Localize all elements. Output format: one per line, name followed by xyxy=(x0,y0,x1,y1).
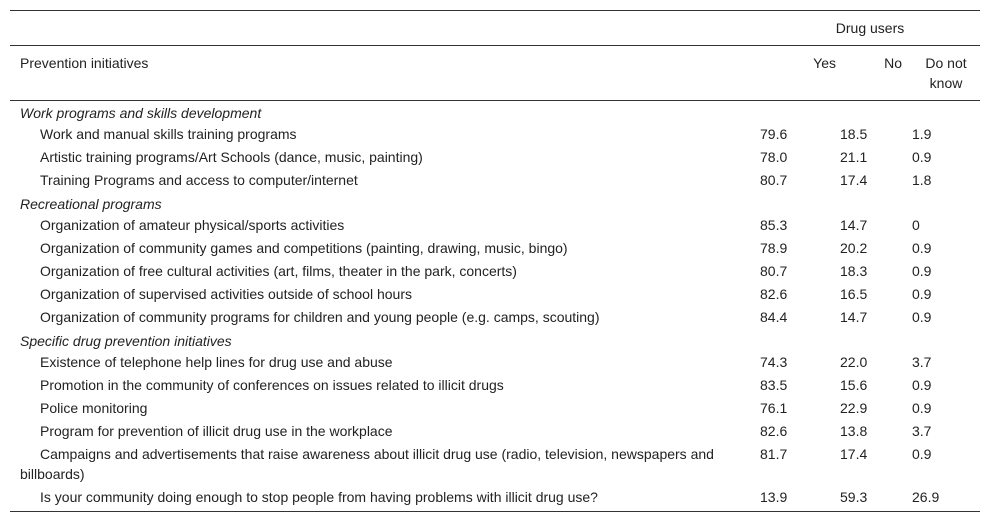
section-title: Recreational programs xyxy=(20,196,162,212)
cell-do-not-know: 0.9 xyxy=(912,286,932,302)
cell-do-not-know: 0.9 xyxy=(912,263,932,279)
cell-no: 17.4 xyxy=(840,446,868,462)
cell-yes: 80.7 xyxy=(760,263,788,279)
group-header-drug-users: Drug users xyxy=(760,11,980,46)
cell-yes: 79.6 xyxy=(760,126,788,142)
table-row xyxy=(10,420,980,443)
column-header-do-not-know-line2: know xyxy=(929,75,963,91)
cell-no: 16.5 xyxy=(840,286,868,302)
table-row xyxy=(10,214,980,237)
cell-no: 14.7 xyxy=(840,217,868,233)
row-label: Organization of community games and competitions (painting, drawing, music, bingo) xyxy=(40,240,568,256)
cell-no: 15.6 xyxy=(840,377,868,393)
column-header-do-not-know xyxy=(912,46,980,101)
cell-no: 13.8 xyxy=(840,423,868,439)
section-title: Work programs and skills development xyxy=(20,105,262,121)
cell-yes: 85.3 xyxy=(760,217,788,233)
cell-yes: 84.4 xyxy=(760,309,788,325)
cell-no: 18.5 xyxy=(840,126,868,142)
section-header xyxy=(10,101,980,124)
table-row xyxy=(10,123,980,146)
cell-yes: 83.5 xyxy=(760,377,788,393)
prevention-initiatives-table xyxy=(10,10,980,512)
cell-no: 17.4 xyxy=(840,172,868,188)
cell-do-not-know: 1.8 xyxy=(912,172,932,188)
cell-no: 18.3 xyxy=(840,263,868,279)
table-row xyxy=(10,486,980,512)
row-label: Program for prevention of illicit drug use in the workplace xyxy=(40,423,393,439)
cell-do-not-know: 0.9 xyxy=(912,240,932,256)
column-header-row xyxy=(10,46,980,101)
cell-do-not-know: 0.9 xyxy=(912,377,932,393)
cell-do-not-know: 0 xyxy=(912,217,920,233)
table-row xyxy=(10,283,980,306)
column-header-prevention-initiatives: Prevention initiatives xyxy=(10,46,760,101)
group-header-row xyxy=(10,11,980,46)
column-header-yes: Yes xyxy=(760,46,840,101)
table-row xyxy=(10,260,980,283)
row-label: Organization of community programs for children and young people (e.g. camps, scouting) xyxy=(40,309,600,325)
cell-no: 22.0 xyxy=(840,354,868,370)
cell-yes: 81.7 xyxy=(760,446,788,462)
cell-no: 14.7 xyxy=(840,309,868,325)
row-label: Artistic training programs/Art Schools (dance, music, painting) xyxy=(40,149,423,165)
cell-yes: 80.7 xyxy=(760,172,788,188)
row-label: Training Programs and access to computer/internet xyxy=(40,172,358,188)
table-row xyxy=(10,146,980,169)
cell-do-not-know: 0.9 xyxy=(912,149,932,165)
table-row xyxy=(10,443,980,486)
cell-yes: 82.6 xyxy=(760,286,788,302)
cell-yes: 78.9 xyxy=(760,240,788,256)
cell-yes: 74.3 xyxy=(760,354,788,370)
cell-do-not-know: 3.7 xyxy=(912,423,932,439)
table-row xyxy=(10,169,980,192)
cell-no: 22.9 xyxy=(840,400,868,416)
cell-do-not-know: 0.9 xyxy=(912,400,932,416)
cell-no: 20.2 xyxy=(840,240,868,256)
row-label: Organization of supervised activities outside of school hours xyxy=(40,286,412,302)
column-header-do-not-know-line1: Do not xyxy=(925,55,967,71)
cell-do-not-know: 0.9 xyxy=(912,446,932,462)
cell-do-not-know: 3.7 xyxy=(912,354,932,370)
table-row xyxy=(10,237,980,260)
cell-no: 21.1 xyxy=(840,149,868,165)
row-label: Existence of telephone help lines for drug use and abuse xyxy=(40,354,393,370)
row-label: Police monitoring xyxy=(40,400,148,416)
row-label: Campaigns and advertisements that raise awareness about illicit drug use (radio, television, newspapers and billboards) xyxy=(20,446,714,482)
table-row xyxy=(10,306,980,329)
section-header xyxy=(10,329,980,351)
cell-yes: 78.0 xyxy=(760,149,788,165)
column-header-no: No xyxy=(840,46,912,101)
row-label: Promotion in the community of conferences on issues related to illicit drugs xyxy=(40,377,504,393)
row-label: Work and manual skills training programs xyxy=(40,126,297,142)
row-label: Organization of free cultural activities (art, films, theater in the park, concerts) xyxy=(40,263,517,279)
cell-do-not-know: 1.9 xyxy=(912,126,932,142)
cell-do-not-know: 26.9 xyxy=(912,486,980,512)
cell-no: 59.3 xyxy=(840,486,912,512)
cell-yes: 82.6 xyxy=(760,423,788,439)
row-label: Is your community doing enough to stop people from having problems with illicit drug use? xyxy=(10,486,760,512)
row-label: Organization of amateur physical/sports activities xyxy=(40,217,345,233)
cell-yes: 76.1 xyxy=(760,400,788,416)
section-title: Specific drug prevention initiatives xyxy=(20,333,232,349)
section-header xyxy=(10,192,980,214)
table-row xyxy=(10,374,980,397)
table-row xyxy=(10,397,980,420)
table-row xyxy=(10,351,980,374)
cell-do-not-know: 0.9 xyxy=(912,309,932,325)
cell-yes: 13.9 xyxy=(760,486,840,512)
